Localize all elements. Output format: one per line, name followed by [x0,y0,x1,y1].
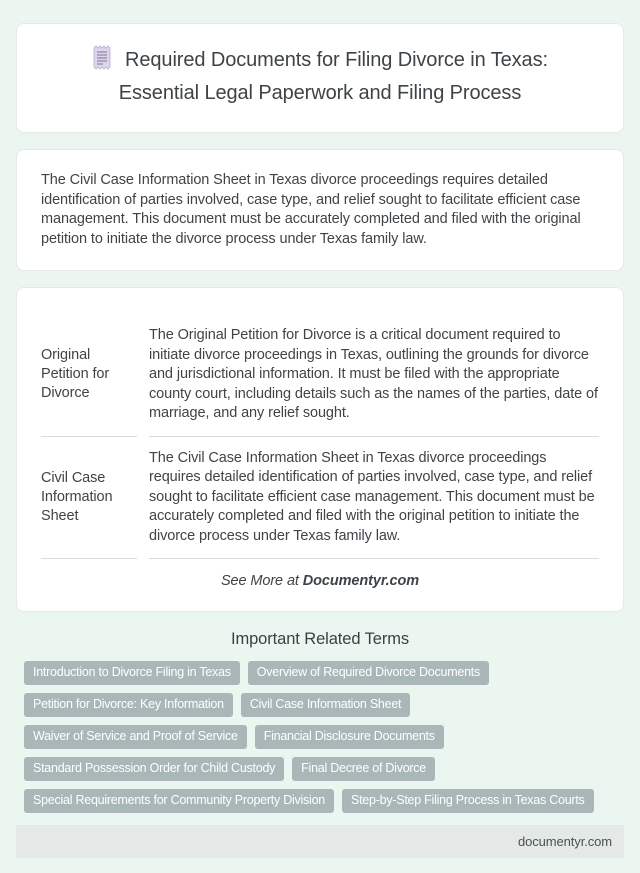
summary-card [16,149,624,271]
related-term-tag[interactable]: Introduction to Divorce Filing in Texas [24,661,240,685]
page-title-text: Required Documents for Filing Divorce in Texas: Essential Legal Paperwork and Filing Process [118,49,548,104]
document-term-cell: Original Petition for Divorce [41,314,137,437]
table-row [41,437,599,560]
documents-table-card [16,287,624,612]
related-term-tag[interactable]: Overview of Required Divorce Documents [248,661,489,685]
related-term-tag[interactable]: Step-by-Step Filing Process in Texas Courts [342,789,594,813]
title-card [16,23,624,133]
related-term-tag[interactable]: Waiver of Service and Proof of Service [24,725,247,749]
summary-text: The Civil Case Information Sheet in Texas divorce proceedings requires detailed identification of parties involved, case type, and relief sought to facilitate efficient case management. This document must be accurately completed and filed with the original petition to initiate the divorce process under Texas family law. [41,172,581,247]
related-term-tag[interactable]: Petition for Divorce: Key Information [24,693,233,717]
related-term-tag[interactable]: Financial Disclosure Documents [255,725,444,749]
related-terms-heading: Important Related Terms [230,630,410,648]
documents-table [41,314,599,559]
footer-site-text: documentyr.com [518,834,612,849]
see-more-line [41,573,599,589]
related-term-tag[interactable]: Standard Possession Order for Child Custody [24,757,284,781]
related-term-tag[interactable]: Special Requirements for Community Property Division [24,789,334,813]
document-description-cell: The Civil Case Information Sheet in Texas divorce proceedings requires detailed identification of parties involved, case type, and relief sought to facilitate efficient case management. This document must be accurately completed and filed with the original petition to initiate the divorce process under Texas family law. [149,437,599,560]
footer-bar [16,825,624,858]
page-title [80,45,560,108]
document-term-cell: Civil Case Information Sheet [41,437,137,560]
see-more-brand: Documentyr.com [302,573,420,589]
see-more-prefix: See More at [220,573,303,589]
related-term-tag[interactable]: Civil Case Information Sheet [241,693,410,717]
document-description-cell: The Original Petition for Divorce is a critical document required to initiate divorce proceedings in Texas, outlining the grounds for divorce and jurisdictional information. It must be filed with the appropriate county court, including details such as the names of the parties, date of marriage, and any relief sought. [149,314,599,437]
receipt-icon [92,45,112,79]
table-row [41,314,599,437]
related-terms-tags [24,661,616,813]
related-term-tag[interactable]: Final Decree of Divorce [292,757,435,781]
